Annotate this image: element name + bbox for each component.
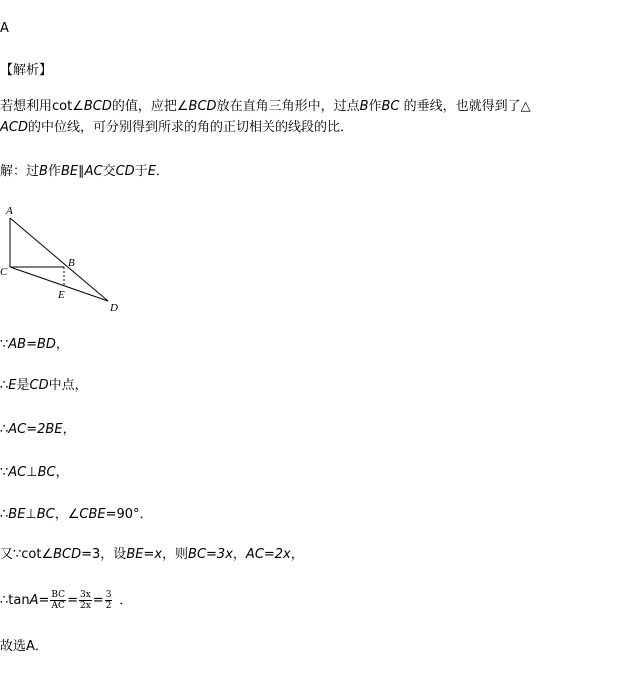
- text-segment: ，: [232, 547, 246, 562]
- math-expr: BE⊥BC: [8, 507, 55, 522]
- text-segment: ，则: [162, 547, 189, 562]
- math-var: CD: [115, 164, 135, 179]
- math-var: ACD: [0, 120, 28, 135]
- text-segment: ，: [55, 337, 69, 352]
- math-var: AC: [84, 164, 103, 179]
- step-1: [0, 336, 69, 354]
- label-a: A: [6, 205, 13, 217]
- label-e: E: [58, 289, 65, 301]
- math-var: BCD: [83, 99, 112, 114]
- math-expr: BC=3x: [188, 547, 233, 562]
- parallel-symbol: ∥: [78, 164, 85, 179]
- math-var: BCD: [53, 547, 82, 562]
- math-var: CD: [29, 378, 49, 393]
- math-var: BCD: [188, 99, 217, 114]
- equals-sign: =: [67, 593, 78, 608]
- text-segment: 解：过: [0, 164, 40, 179]
- analysis-line-1: [0, 98, 531, 116]
- label-c: C: [0, 266, 8, 278]
- math-expr: AC=2BE: [8, 422, 63, 437]
- fraction-denominator: 2x: [79, 601, 91, 611]
- text-segment: 的中位线，可分别得到所求的角的正切相关的线段的比．: [27, 120, 353, 135]
- equals-sign: =: [38, 593, 50, 608]
- fraction-denominator: 2: [105, 601, 112, 611]
- math-var: BE: [60, 164, 79, 179]
- step-8: [0, 638, 48, 656]
- math-var: B: [39, 164, 48, 179]
- step-6: [0, 546, 304, 564]
- step-2: [0, 377, 88, 395]
- math-var: CBE: [79, 507, 106, 522]
- step-7: [0, 588, 132, 614]
- text-segment: ，: [290, 547, 304, 562]
- analysis-line-2: [0, 119, 353, 137]
- math-var: B: [359, 99, 369, 114]
- because-symbol: ∵: [0, 465, 9, 480]
- fraction-3x-2x: [79, 590, 92, 611]
- text-segment: ．: [119, 593, 133, 608]
- label-d: D: [110, 302, 118, 314]
- text-segment: cot∠: [52, 99, 84, 114]
- answer-letter: A: [0, 21, 9, 36]
- text-segment: 作: [47, 164, 61, 179]
- text-segment: 作: [368, 99, 382, 114]
- text-segment: 的垂线，也就得到了△: [399, 99, 531, 114]
- math-expr: AC⊥BC: [8, 465, 56, 480]
- solution-intro: [0, 163, 169, 181]
- math-expr: BE=x: [126, 547, 163, 562]
- fraction-denominator: AC: [51, 601, 65, 611]
- text-segment: 中点，: [48, 378, 88, 393]
- because-symbol: ∵: [0, 337, 9, 352]
- text-segment: ．: [34, 639, 48, 654]
- step-5: [0, 506, 153, 524]
- text-segment: =90°．: [105, 507, 153, 522]
- therefore-symbol: ∴: [0, 378, 9, 393]
- text-segment: ．: [155, 164, 169, 179]
- step-4: [0, 464, 69, 482]
- equals-sign: =: [92, 593, 104, 608]
- text-segment: 的值，应把∠: [111, 99, 189, 114]
- text-segment: 又∵cot∠: [0, 547, 54, 562]
- text-segment: 交: [102, 164, 116, 179]
- final-answer: A: [26, 639, 35, 654]
- fraction-numerator: BC: [51, 590, 66, 600]
- geometry-figure: [0, 200, 130, 320]
- therefore-symbol: ∴: [0, 507, 9, 522]
- text-segment: 是: [16, 378, 30, 393]
- therefore-symbol: ∴: [0, 422, 9, 437]
- text-segment: ，∠: [54, 507, 80, 522]
- text-segment: ，: [55, 465, 69, 480]
- text-segment: 于: [134, 164, 148, 179]
- text-segment: 故选: [0, 639, 27, 654]
- text-segment: 放在直角三角形中，过点: [216, 99, 360, 114]
- math-expr: AB=BD: [8, 337, 56, 352]
- math-var: A: [29, 593, 39, 608]
- fraction-numerator: 3x: [79, 590, 91, 600]
- text-segment: ，: [62, 422, 76, 437]
- math-var: BC: [381, 99, 400, 114]
- label-b: B: [68, 257, 75, 269]
- step-3: [0, 421, 76, 439]
- fraction-3-2: [105, 590, 113, 611]
- math-expr: AC=2x: [245, 547, 291, 562]
- math-var: E: [8, 378, 17, 393]
- section-heading: 【解析】: [0, 63, 53, 78]
- math-var: E: [147, 164, 156, 179]
- fraction-numerator: 3: [105, 590, 112, 600]
- text-segment: ∴tan: [0, 593, 30, 608]
- text-segment: =3，设: [81, 547, 127, 562]
- fraction-bc-ac: [50, 590, 66, 611]
- text-segment: 若想利用: [0, 99, 53, 114]
